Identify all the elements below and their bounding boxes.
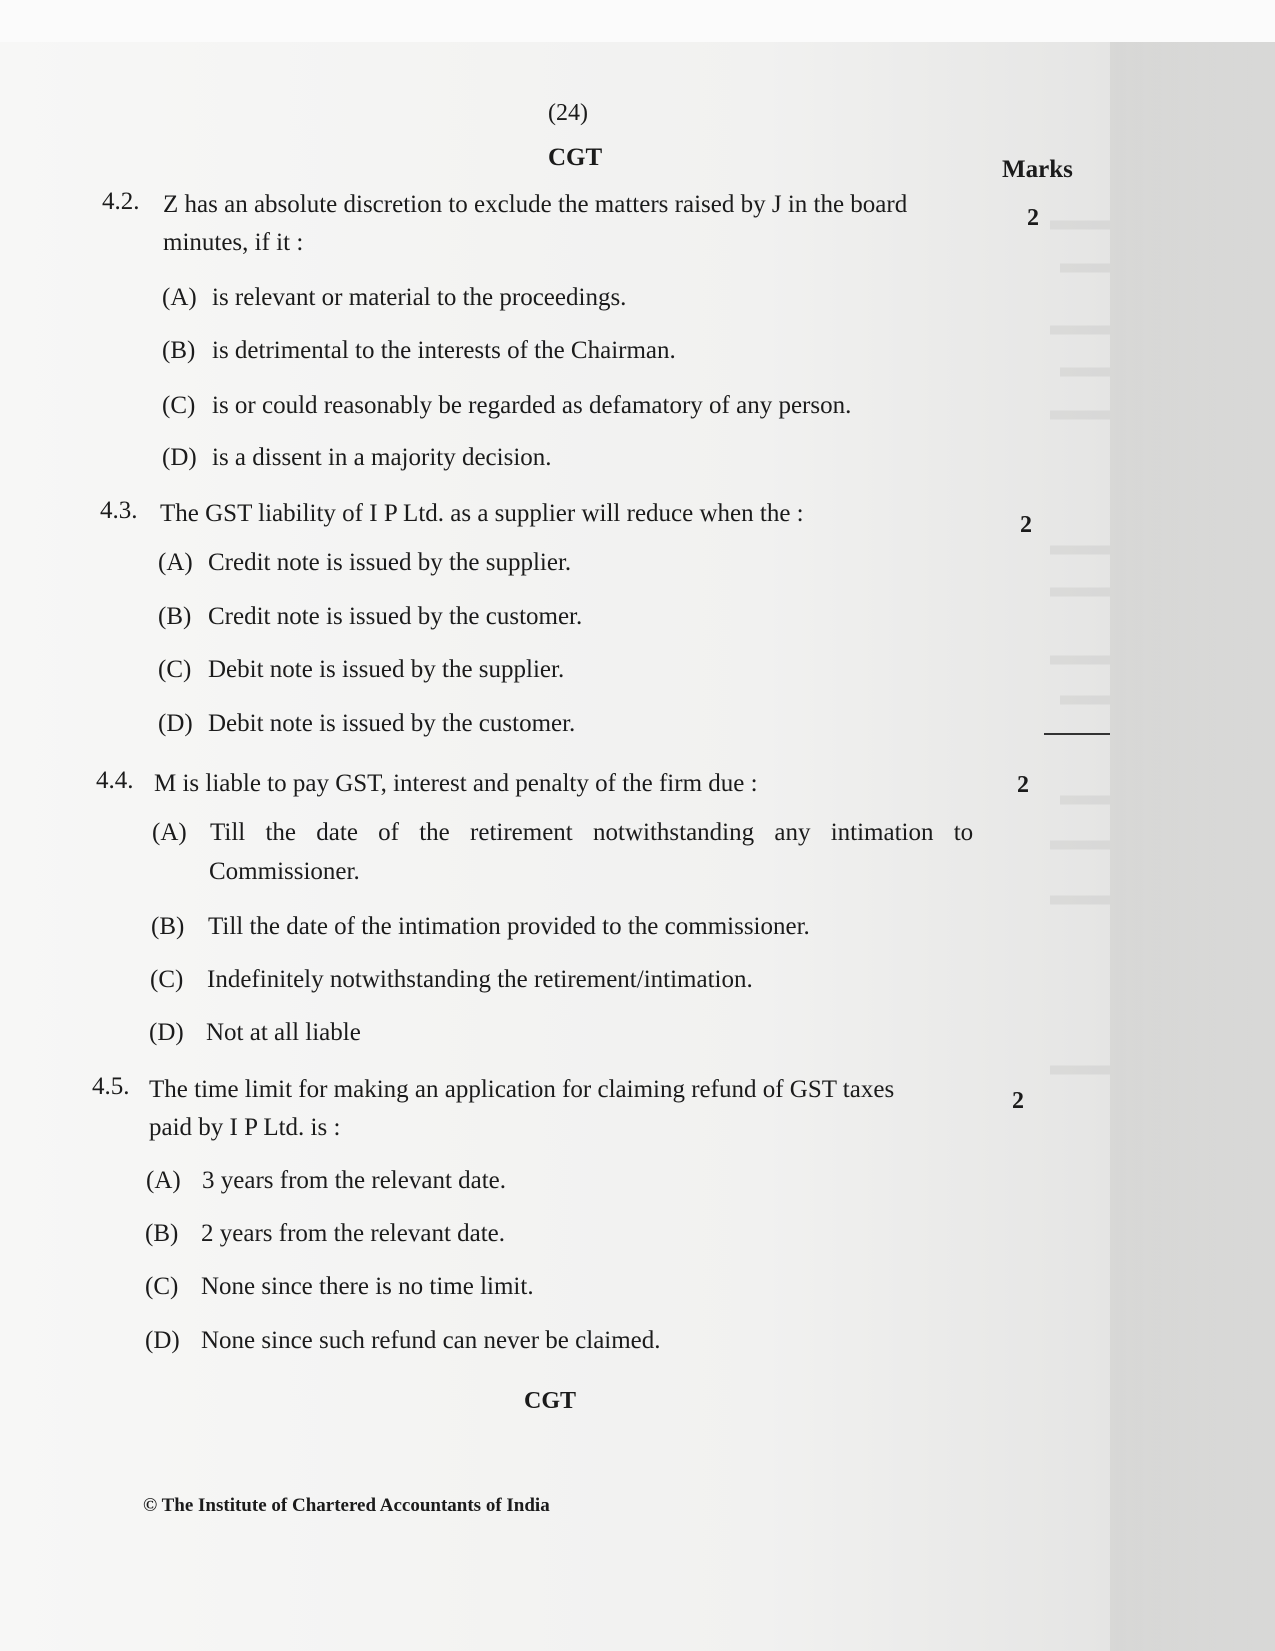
option-label: (A) [162,284,197,311]
option-label: (C) [145,1273,179,1300]
option-b [162,337,676,365]
option-c [150,966,753,994]
option-d [162,444,552,472]
option-label: (D) [162,444,197,471]
option-label: (B) [162,337,196,364]
paper-code-header: CGT [548,144,603,171]
option-text: is a dissent in a majority decision. [212,444,552,471]
option-label: (D) [158,710,193,737]
option-c [145,1273,534,1301]
question-marks: 2 [1020,512,1032,538]
option-text: Not at all liable [206,1019,361,1046]
option-a [158,549,571,577]
option-a [162,284,626,312]
question-marks: 2 [1012,1088,1024,1114]
question-number: 4.2. [102,188,140,215]
option-label: (D) [149,1019,184,1046]
question-number: 4.5. [92,1073,130,1100]
question-text: M is liable to pay GST, interest and penalty of the firm due : [154,770,758,797]
option-text: 2 years from the relevant date. [201,1220,506,1247]
option-b [158,603,582,631]
option-text: is relevant or material to the proceedings. [212,284,627,311]
scan-shadow [1110,42,1275,1651]
option-d [158,710,575,738]
option-text: Credit note is issued by the customer. [208,603,583,630]
option-text: Debit note is issued by the supplier. [208,656,565,683]
option-label: (B) [145,1220,179,1247]
option-text: Till the date of the intimation provided to the commissioner. [208,913,810,940]
option-c [158,656,564,684]
question-text: The time limit for making an application for claiming refund of GST taxes paid by I P Ltd. is : [149,1076,895,1141]
option-label: (B) [151,913,185,940]
option-c [162,392,851,420]
option-a-continued: Commissioner. [209,858,360,885]
margin-rule [1044,733,1110,735]
option-label: (D) [145,1327,180,1354]
option-text: is or could reasonably be regarded as defamatory of any person. [212,392,852,419]
question-marks: 2 [1017,772,1029,798]
option-d [145,1327,661,1355]
marks-heading: Marks [1002,156,1073,183]
option-text: Debit note is issued by the customer. [208,710,576,737]
question-number: 4.3. [100,497,138,524]
question-text: Z has an absolute discretion to exclude the matters raised by J in the board minutes, if it : [163,191,908,256]
option-text: None since such refund can never be claimed. [201,1327,661,1354]
option-b [151,913,810,941]
option-label: (A) [158,549,193,576]
option-text: Indefinitely notwithstanding the retirement/intimation. [207,966,753,993]
question-number: 4.4. [96,767,134,794]
question-text: The GST liability of I P Ltd. as a supplier will reduce when the : [160,500,804,527]
copyright-notice: © The Institute of Chartered Accountants of India [143,1495,550,1516]
option-label: (C) [158,656,192,683]
option-b [145,1220,505,1248]
option-text: Credit note is issued by the supplier. [208,549,572,576]
option-a [152,819,973,847]
option-text: None since there is no time limit. [201,1273,534,1300]
option-label: (A) [152,819,187,846]
scan-top-edge [0,0,1275,42]
option-label: (C) [150,966,184,993]
option-label: (A) [146,1167,181,1194]
option-text: 3 years from the relevant date. [202,1167,507,1194]
question-marks: 2 [1027,205,1039,231]
option-label: (C) [162,392,196,419]
option-text: is detrimental to the interests of the Chairman. [212,337,676,364]
footer-paper-code: CGT [524,1388,577,1414]
option-label: (B) [158,603,192,630]
page-number: (24) [548,100,588,126]
option-a [146,1167,506,1195]
option-text: Till the date of the retirement notwithstanding any intimation to [210,819,974,846]
option-d [149,1019,361,1047]
